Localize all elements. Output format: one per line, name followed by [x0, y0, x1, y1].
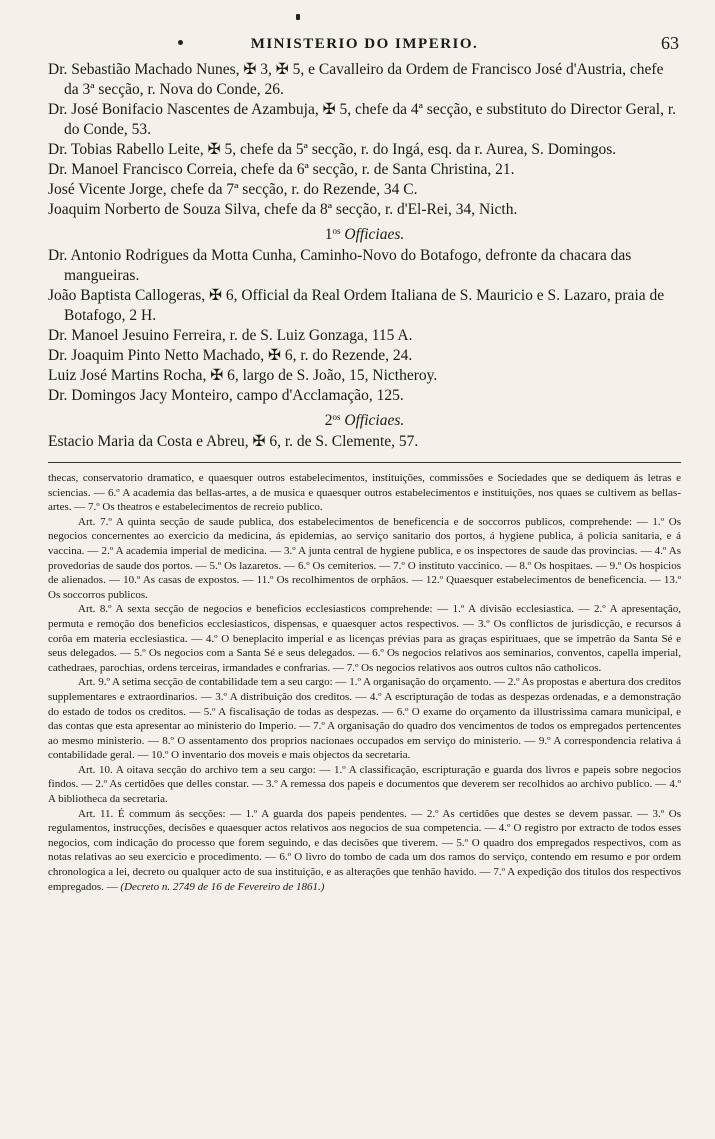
- page-number: 63: [661, 33, 679, 53]
- listing-entry: Dr. Tobias Rabello Leite, ✠ 5, chefe da 5ª secção, r. do Ingá, esq. da r. Aurea, S. Domingos.: [48, 141, 617, 158]
- listing-entry: Joaquim Norberto de Souza Silva, chefe da 8ª secção, r. d'El-Rei, 34, Nicth.: [48, 201, 518, 218]
- section-heading-first-officials: [48, 221, 681, 245]
- body-paragraph-text: Art. 11. É commum ás secções: — 1.º A guarda dos papeis pendentes. — 2.º As certidões que destes se devem passar. — 3.º Os regulamentos, instrucções, decisões e quaesquer actos relativos aos negocios de sua competencia. — 4.º O registro por extracto de todos esses negocios, com indicação do processo que forem seguindo, e das decisões que tiverem. — 5.º O quadro dos empregados respectivos, com as notas relativas ao seu exercicio e procedimento. — 6.º O livro do tombo de cada um dos ramos do serviço, contendo em resumo e por ordem chronologica a lei, decreto ou qualquer acto de sua instituição, e as alterações que tenhão havido. — 7.º A expedição dos titulos dos respectivos empregados. —: [48, 807, 681, 893]
- listing-entry: Dr. José Bonifacio Nascentes de Azambuja, ✠ 5, chefe da 4ª secção, e substituto do Director Geral, r. do Conde, 53.: [48, 101, 677, 138]
- body-paragraph-last: [48, 807, 681, 895]
- listing-entry: Dr. Domingos Jacy Monteiro, campo d'Acclamação, 125.: [48, 387, 404, 404]
- section-number-suffix: os: [332, 226, 341, 236]
- listing-entry: Dr. Joaquim Pinto Netto Machado, ✠ 6, r. do Rezende, 24.: [48, 347, 413, 364]
- body-paragraph: Art. 7.º A quinta secção de saude publica, dos estabelecimentos de beneficencia e de soccorros publicos, comprehende: — 1.º Os negocios concernentes ao exercicio da medicina, ás epidemias, ao serviço sanitario dos portos, á hygiene publica, á policia sanitaria, e á vaccina. — 2.º A academia imperial de medicina. — 3.º A junta central de hygiene publica, e os inspectores de saude das provincias. — 4.º As provedorias de saude dos portos. — 5.º Os lazaretos. — 6.º Os cemiterios. — 7.º O instituto vaccinico. — 8.º Os hospitaes. — 9.º Os hospicios de alienados. — 10.º As casas de expostos. — 11.º Os recolhimentos de orphãos. — 12.º Quaesquer estabelecimentos de beneficencia. — 13.º Os soccorros publicos.: [48, 515, 681, 601]
- listing-entry: Luiz José Martins Rocha, ✠ 6, largo de S. João, 15, Nictheroy.: [48, 367, 438, 384]
- section-number-suffix: os: [332, 412, 341, 422]
- body-paragraph: thecas, conservatorio dramatico, e quaesquer outros estabelecimentos, instituições, commissões e Sociedades que se dediquem ás letras e sciencias. — 6.º A academia das bellas-artes, a de musica e quaesquer outros estabelecimentos e instituições, nos quaes se cultivem as bellas-artes. — 7.º Os theatros e estabelecimentos de recreio publico.: [48, 472, 681, 514]
- body-paragraph: Art. 9.º A setima secção de contabilidade tem a seu cargo: — 1.º A organisação do orçamento. — 2.º As propostas e abertura dos creditos supplementares e extraordinarios. — 3.º A distribuição dos creditos. — 4.º A escripturação de todas as despezas ordenadas, e a demonstração do estado de todos os creditos. — 5.º A fiscalisação de todas as despezas. — 6.º O exame do orçamento da illustrissima camara municipal, e das contas que esta apresentar ao ministerio do Imperio. — 7.º A organisação do quadro dos vencimentos de todos os empregados pertencentes ao mesmo ministerio. — 8.º O assentamento dos proprios nacionaes occupados em serviço do ministerio. — 9.º A correspondencia relativa á contabilidade geral. — 10.º O inventario dos moveis e mais objectos da secretaria.: [48, 676, 681, 762]
- body-paragraph: Art. 8.º A sexta secção de negocios e beneficios ecclesiasticos comprehende: — 1.º A divisão ecclesiastica. — 2.º A apresentação, permuta e remoção dos beneficios ecclesiasticos, dispensas, e quaesquer actos respectivos. — 3.º Os conflictos de jurisdicção, e recursos á corôa em materia ecclesiastica. — 4.º O beneplacito imperial e as licenças prévias para as graças espirituaes, que se impetrão da Santa Sé e seus delegados. — 5.º Os negocios com a Santa Sé e seus delegados. — 6.º Os negocios relativos aos seminarios, conventos, capella imperial, cathedraes, parochias, ordens terceiras, irmandades e confrarias. — 7.º Os negocios relativos aos outros cultos não catholicos.: [48, 603, 681, 674]
- staff-listing: [48, 60, 681, 452]
- listing-entry: Estacio Maria da Costa e Abreu, ✠ 6, r. de S. Clemente, 57.: [48, 433, 419, 450]
- listing-entry: Dr. Manoel Jesuino Ferreira, r. de S. Luiz Gonzaga, 115 A.: [48, 327, 413, 344]
- body-paragraph: Art. 10. A oitava secção do archivo tem a seu cargo: — 1.º A classificação, escripturação e guarda dos livros e papeis sobre negocios findos. — 2.º As certidões que delles constar. — 3.º A remessa dos papeis e documentos que deverem ser recolhidos ao archivo publico. — 4.º A bibliotheca da secretaria.: [48, 763, 681, 806]
- section-heading-second-officials: [48, 407, 681, 431]
- listing-entry: José Vicente Jorge, chefe da 7ª secção, r. do Rezende, 34 C.: [48, 181, 418, 198]
- section-divider: [48, 462, 681, 463]
- listing-entry: Dr. Sebastião Machado Nunes, ✠ 3, ✠ 5, e Cavalleiro da Ordem de Francisco José d'Austria, chefe da 3ª secção, r. Nova do Conde, 26.: [48, 61, 664, 98]
- listing-entry: João Baptista Callogeras, ✠ 6, Official da Real Ordem Italiana de S. Mauricio e S. Lazaro, praia de Botafogo, 2 H.: [48, 287, 665, 324]
- section-number: 1: [324, 226, 333, 243]
- page-title: MINISTERIO DO IMPERIO.: [250, 36, 479, 52]
- section-label: Officiaes.: [344, 226, 405, 243]
- listing-entry: Dr. Antonio Rodrigues da Motta Cunha, Caminho-Novo do Botafogo, defronte da chacara das mangueiras.: [48, 247, 632, 284]
- listing-entry: Dr. Manoel Francisco Correia, chefe da 6ª secção, r. de Santa Christina, 21.: [48, 161, 515, 178]
- regulation-text: [48, 471, 681, 894]
- section-number: 2: [324, 412, 333, 429]
- decree-citation: (Decreto n. 2749 de 16 de Fevereiro de 1861.): [120, 880, 325, 893]
- section-label: Officiaes.: [344, 412, 405, 429]
- page-header: [48, 0, 681, 60]
